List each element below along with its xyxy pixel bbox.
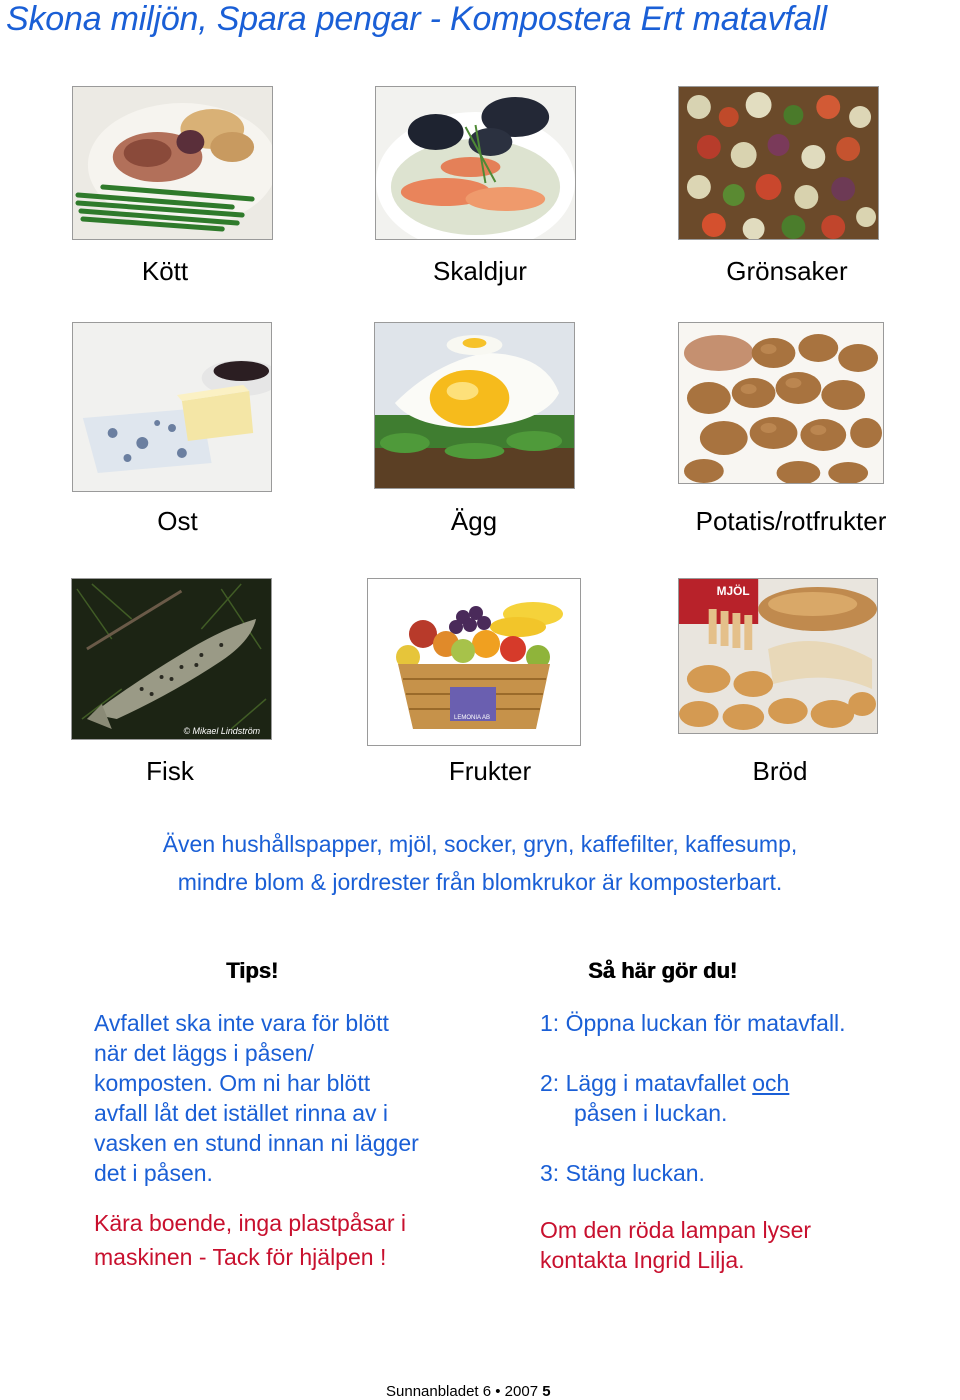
lamp-notice-line: Om den röda lampan lyser <box>540 1217 812 1243</box>
tips-heading: Tips! <box>226 958 279 983</box>
label-brod: Bröd <box>752 756 808 786</box>
howto-step-2-text: 2: Lägg i matavfallet <box>540 1070 753 1096</box>
photo-gronsaker <box>678 86 879 240</box>
lamp-notice <box>540 1215 811 1275</box>
tips-line: Avfallet ska inte vara för blött <box>94 1010 389 1036</box>
photo-brod <box>678 578 878 734</box>
label-kott: Kött <box>141 256 189 286</box>
howto-step-2-cont: påsen i luckan. <box>574 1100 728 1126</box>
photo-kott <box>72 86 273 240</box>
photo-fisk <box>71 578 272 740</box>
label-agg: Ägg <box>450 506 498 536</box>
howto-step-1: 1: Öppna luckan för matavfall. <box>540 1010 846 1036</box>
howto-step-2-underlined: och <box>752 1070 790 1096</box>
page-number: 5 <box>542 1383 551 1400</box>
label-ost: Ost <box>157 506 198 536</box>
howto-step-3: 3: Stäng luckan. <box>540 1160 705 1186</box>
tips-line: när det läggs i påsen/ <box>94 1040 314 1066</box>
footer-text: Sunnanbladet 6 • 2007 <box>386 1383 543 1400</box>
photo-skaldjur <box>375 86 576 240</box>
photo-potatis <box>678 322 884 484</box>
tips-text <box>94 1008 419 1188</box>
tips-line: avfall låt det istället rinna av i <box>94 1100 389 1126</box>
compostable-note <box>60 825 900 901</box>
page-title: Skona miljön, Spara pengar - Kompostera Ert matavfall <box>6 0 827 38</box>
tips-request <box>94 1206 406 1274</box>
photo-agg <box>374 322 575 489</box>
tips-line: vasken en stund innan ni lägger <box>94 1130 419 1156</box>
photo-credit: © Mikael Lindström <box>183 725 261 737</box>
compostable-line-1: Även hushållspapper, mjöl, socker, gryn, kaffefilter, kaffesump, <box>162 831 798 857</box>
howto-step-2 <box>540 1068 789 1098</box>
lamp-notice-line: kontakta Ingrid Lilja. <box>540 1247 745 1273</box>
label-gronsaker: Grönsaker <box>726 256 848 286</box>
label-frukter: Frukter <box>448 756 532 786</box>
label-skaldjur: Skaldjur <box>433 256 527 286</box>
compostable-line-2: mindre blom & jordrester från blomkrukor är komposterbart. <box>177 869 783 895</box>
label-potatis: Potatis/rotfrukter <box>695 506 887 536</box>
tips-line: komposten. Om ni har blött <box>94 1070 371 1096</box>
tips-request-line: Kära boende, inga plastpåsar i <box>94 1210 406 1236</box>
photo-ost <box>72 322 272 492</box>
photo-frukter <box>367 578 581 746</box>
label-fisk: Fisk <box>146 756 194 786</box>
tips-line: det i påsen. <box>94 1160 213 1186</box>
tips-request-line: maskinen - Tack för hjälpen ! <box>94 1244 387 1270</box>
basket-label: LEMONIA AB <box>454 715 491 721</box>
bag-text: MJÖL <box>716 583 750 599</box>
howto-heading: Så här gör du! <box>588 958 738 983</box>
page-footer <box>386 1383 551 1400</box>
